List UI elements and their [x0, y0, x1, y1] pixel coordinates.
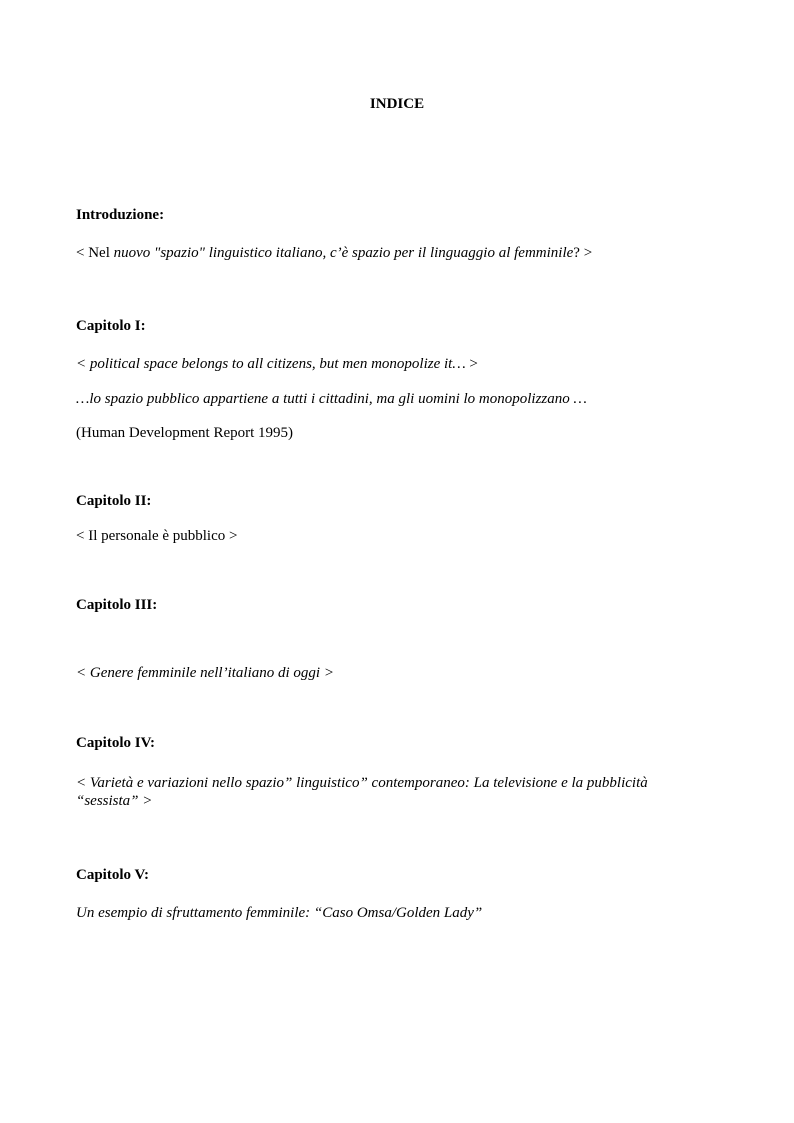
chapter-2-subtitle: < Il personale è pubblico > — [76, 528, 238, 544]
chapter-3-subtitle: < Genere femminile nell’italiano di oggi > — [76, 665, 334, 681]
intro-subtitle-open: < Nel — [76, 245, 114, 261]
chapter-1-source: (Human Development Report 1995) — [76, 425, 294, 441]
chapter-4-subtitle-line2: “sessista” > — [76, 793, 153, 809]
chapter-1-quote — [76, 355, 716, 373]
intro-subtitle — [76, 244, 716, 262]
intro-heading: Introduzione: — [76, 207, 165, 223]
chapter-5-subtitle: Un esempio di sfruttamento femminile: “Caso Omsa/Golden Lady” — [76, 905, 483, 921]
chapter-1-quote-italic: < political space belongs to all citizens, but men monopolize it… — [76, 356, 466, 372]
chapter-2-heading: Capitolo II: — [76, 493, 152, 509]
page-title: INDICE — [369, 96, 425, 112]
chapter-1-translation: …lo spazio pubblico appartiene a tutti i cittadini, ma gli uomini lo monopolizzano … — [76, 391, 587, 407]
chapter-1-quote-close: > — [465, 356, 478, 372]
chapter-1-heading: Capitolo I: — [76, 318, 146, 334]
intro-subtitle-close: ? > — [573, 245, 593, 261]
chapter-5-heading: Capitolo V: — [76, 867, 149, 883]
intro-subtitle-italic: nuovo "spazio" linguistico italiano, c’è spazio per il linguaggio al femminile — [113, 245, 574, 261]
chapter-3-heading: Capitolo III: — [76, 597, 158, 613]
chapter-4-heading: Capitolo IV: — [76, 735, 156, 751]
chapter-4-subtitle-line1: < Varietà e variazioni nello spazio” linguistico” contemporaneo: La televisione e la pubblicità — [76, 775, 648, 791]
